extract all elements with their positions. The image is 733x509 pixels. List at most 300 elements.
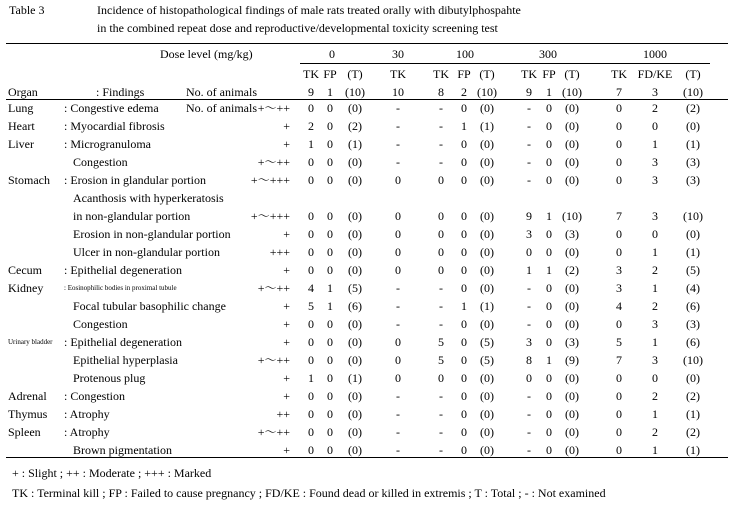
- data-cell: -: [396, 101, 400, 115]
- data-cell: 0: [616, 137, 622, 151]
- animal-count: (10): [683, 85, 703, 99]
- data-cell: 0: [438, 263, 444, 277]
- data-cell: -: [527, 155, 531, 169]
- data-cell: (0): [565, 389, 579, 403]
- data-cell: (0): [348, 263, 362, 277]
- data-cell: 3: [616, 281, 622, 295]
- column-subheader: (T): [347, 67, 363, 81]
- organ-name: Lung: [8, 101, 34, 115]
- severity-grade: +〜++: [257, 425, 290, 439]
- data-cell: (0): [565, 119, 579, 133]
- data-cell: 0: [327, 389, 333, 403]
- finding-label: Erosion in non-glandular portion: [73, 227, 231, 241]
- data-cell: 3: [652, 209, 658, 223]
- data-cell: (0): [565, 317, 579, 331]
- severity-grade: +〜++: [257, 281, 290, 295]
- data-cell: -: [527, 137, 531, 151]
- data-cell: 0: [526, 371, 532, 385]
- data-cell: 0: [308, 353, 314, 367]
- severity-grade: +++: [269, 245, 290, 259]
- data-cell: 0: [308, 263, 314, 277]
- data-cell: 1: [461, 299, 467, 313]
- data-cell: -: [396, 137, 400, 151]
- data-cell: (5): [480, 335, 494, 349]
- data-cell: (0): [565, 299, 579, 313]
- no-animals-label: No. of animals: [186, 85, 257, 99]
- data-cell: 0: [327, 263, 333, 277]
- data-cell: (0): [348, 173, 362, 187]
- organ-header: Organ: [8, 85, 38, 99]
- data-cell: 1: [546, 353, 552, 367]
- severity-grade: +: [283, 227, 290, 241]
- data-cell: 0: [546, 173, 552, 187]
- finding-label: : Erosion in glandular portion: [64, 173, 206, 187]
- data-cell: (2): [686, 101, 700, 115]
- data-cell: (0): [348, 389, 362, 403]
- data-cell: 1: [327, 299, 333, 313]
- data-cell: (1): [686, 407, 700, 421]
- data-cell: (0): [565, 155, 579, 169]
- data-cell: (0): [565, 371, 579, 385]
- data-cell: 2: [652, 263, 658, 277]
- data-cell: 0: [327, 317, 333, 331]
- organ-name: Adrenal: [8, 389, 47, 403]
- data-cell: 0: [327, 137, 333, 151]
- severity-grade: +: [283, 263, 290, 277]
- dose-value: 1000: [643, 47, 667, 61]
- data-cell: -: [439, 155, 443, 169]
- data-cell: (10): [562, 209, 582, 223]
- data-cell: 0: [308, 407, 314, 421]
- data-cell: 0: [616, 155, 622, 169]
- animal-count: 3: [652, 85, 658, 99]
- data-cell: 0: [327, 101, 333, 115]
- data-cell: (0): [565, 281, 579, 295]
- data-cell: -: [439, 119, 443, 133]
- data-cell: -: [439, 299, 443, 313]
- data-cell: 0: [308, 245, 314, 259]
- data-cell: (5): [348, 281, 362, 295]
- data-cell: 4: [308, 281, 314, 295]
- data-cell: 0: [327, 155, 333, 169]
- data-cell: 5: [308, 299, 314, 313]
- dose-value: 300: [539, 47, 557, 61]
- column-subheader: FP: [542, 67, 556, 81]
- data-cell: 0: [616, 317, 622, 331]
- data-cell: 4: [616, 299, 622, 313]
- data-cell: -: [396, 155, 400, 169]
- data-cell: 0: [546, 155, 552, 169]
- data-cell: -: [439, 101, 443, 115]
- finding-label: Congestion: [73, 317, 128, 331]
- finding-label: Ulcer in non-glandular portion: [73, 245, 220, 259]
- data-cell: (0): [686, 227, 700, 241]
- data-cell: -: [439, 137, 443, 151]
- data-cell: 0: [461, 389, 467, 403]
- table-title-line-1: Incidence of histopathological findings of male rats treated orally with dibutylphospahte: [97, 3, 521, 17]
- data-cell: 0: [327, 407, 333, 421]
- data-cell: (0): [348, 335, 362, 349]
- animal-count: (10): [562, 85, 582, 99]
- data-cell: 0: [395, 263, 401, 277]
- data-cell: 0: [461, 209, 467, 223]
- column-subheader: (T): [564, 67, 580, 81]
- data-cell: 0: [546, 119, 552, 133]
- severity-grade: +: [283, 317, 290, 331]
- data-cell: 0: [461, 317, 467, 331]
- data-cell: 1: [308, 371, 314, 385]
- data-cell: 0: [546, 281, 552, 295]
- data-cell: 0: [461, 407, 467, 421]
- table-title-line-2: in the combined repeat dose and reproductive/developmental toxicity screening test: [97, 21, 498, 35]
- data-cell: (0): [348, 227, 362, 241]
- data-cell: 0: [546, 407, 552, 421]
- data-cell: (3): [565, 227, 579, 241]
- data-cell: (2): [686, 425, 700, 439]
- data-cell: 0: [461, 371, 467, 385]
- data-cell: 0: [546, 317, 552, 331]
- data-cell: 3: [526, 335, 532, 349]
- finding-label: : Epithelial degeneration: [64, 263, 182, 277]
- animal-count: 2: [461, 85, 467, 99]
- organ-name: Stomach: [8, 173, 50, 187]
- data-cell: (0): [480, 281, 494, 295]
- data-cell: -: [439, 407, 443, 421]
- data-cell: 3: [652, 317, 658, 331]
- data-cell: -: [527, 317, 531, 331]
- data-cell: 0: [546, 227, 552, 241]
- findings-header: : Findings: [96, 85, 145, 99]
- animal-count: 1: [546, 85, 552, 99]
- data-cell: (0): [348, 353, 362, 367]
- organ-name: Liver: [8, 137, 34, 151]
- animal-count: 9: [308, 85, 314, 99]
- data-cell: 1: [546, 209, 552, 223]
- header-rule: [6, 99, 728, 100]
- data-cell: 1: [461, 119, 467, 133]
- data-cell: 9: [526, 209, 532, 223]
- severity-grade: +: [283, 335, 290, 349]
- data-cell: (0): [686, 371, 700, 385]
- data-cell: 0: [461, 353, 467, 367]
- animal-count: 1: [327, 85, 333, 99]
- data-cell: (0): [480, 317, 494, 331]
- data-cell: 0: [546, 299, 552, 313]
- data-cell: 0: [308, 155, 314, 169]
- data-cell: 0: [546, 389, 552, 403]
- severity-grade: +: [283, 137, 290, 151]
- data-cell: (0): [480, 425, 494, 439]
- data-cell: 0: [526, 245, 532, 259]
- data-cell: 1: [308, 137, 314, 151]
- data-cell: (0): [565, 101, 579, 115]
- data-cell: 0: [461, 173, 467, 187]
- column-subheader: FD/KE: [637, 67, 673, 81]
- severity-grade: ++: [276, 407, 290, 421]
- data-cell: 2: [652, 299, 658, 313]
- data-cell: (0): [565, 173, 579, 187]
- data-cell: 2: [652, 425, 658, 439]
- dose-level-label: Dose level (mg/kg): [160, 47, 253, 61]
- data-cell: (1): [480, 299, 494, 313]
- data-cell: (1): [348, 371, 362, 385]
- data-cell: (10): [683, 209, 703, 223]
- data-cell: 0: [308, 209, 314, 223]
- data-cell: -: [396, 407, 400, 421]
- severity-grade: +: [283, 371, 290, 385]
- data-cell: (4): [686, 281, 700, 295]
- data-cell: 0: [652, 227, 658, 241]
- data-cell: -: [396, 443, 400, 457]
- data-cell: (0): [480, 443, 494, 457]
- data-cell: 0: [327, 227, 333, 241]
- data-cell: 0: [395, 371, 401, 385]
- data-cell: 0: [438, 245, 444, 259]
- data-cell: -: [527, 101, 531, 115]
- data-cell: (3): [686, 317, 700, 331]
- data-cell: 0: [308, 335, 314, 349]
- data-cell: 0: [461, 101, 467, 115]
- data-cell: (0): [480, 407, 494, 421]
- data-cell: -: [396, 299, 400, 313]
- severity-grade: +〜+++: [250, 209, 290, 223]
- finding-label: Protenous plug: [73, 371, 146, 385]
- severity-grade: +〜++: [257, 155, 290, 169]
- finding-label: : Myocardial fibrosis: [64, 119, 165, 133]
- data-cell: 0: [461, 155, 467, 169]
- data-cell: 1: [546, 263, 552, 277]
- animal-count: 9: [526, 85, 532, 99]
- data-cell: -: [439, 281, 443, 295]
- data-cell: (0): [565, 425, 579, 439]
- organ-name: Spleen: [8, 425, 41, 439]
- data-cell: (0): [480, 137, 494, 151]
- data-cell: -: [396, 119, 400, 133]
- data-cell: (1): [480, 119, 494, 133]
- column-subheader: TK: [390, 67, 406, 81]
- data-cell: (0): [348, 245, 362, 259]
- data-cell: 3: [652, 353, 658, 367]
- data-cell: (0): [686, 119, 700, 133]
- data-cell: (0): [348, 425, 362, 439]
- organ-name: Kidney: [8, 281, 44, 295]
- organ-name: Cecum: [8, 263, 42, 277]
- data-cell: 2: [652, 389, 658, 403]
- severity-grade: +〜++: [257, 101, 290, 115]
- column-subheader: TK: [611, 67, 627, 81]
- finding-label: : Atrophy: [64, 407, 110, 421]
- data-cell: 0: [308, 173, 314, 187]
- data-cell: 0: [546, 335, 552, 349]
- data-cell: (0): [480, 173, 494, 187]
- data-cell: 0: [616, 371, 622, 385]
- data-cell: 1: [327, 281, 333, 295]
- data-cell: 1: [526, 263, 532, 277]
- data-cell: 2: [308, 119, 314, 133]
- data-cell: 1: [652, 443, 658, 457]
- data-cell: -: [396, 425, 400, 439]
- severity-grade: +: [283, 389, 290, 403]
- data-cell: -: [527, 425, 531, 439]
- data-cell: 0: [438, 371, 444, 385]
- data-cell: 1: [652, 245, 658, 259]
- data-cell: 7: [616, 353, 622, 367]
- finding-label: Epithelial hyperplasia: [73, 353, 178, 367]
- data-cell: 0: [616, 389, 622, 403]
- data-cell: 0: [308, 101, 314, 115]
- data-cell: 0: [461, 137, 467, 151]
- finding-label: : Congestive edema: [64, 101, 159, 115]
- finding-label: Brown pigmentation: [73, 443, 172, 457]
- data-cell: 0: [327, 173, 333, 187]
- data-cell: 0: [327, 245, 333, 259]
- column-subheader: TK: [433, 67, 449, 81]
- data-cell: (0): [480, 227, 494, 241]
- data-cell: (1): [348, 137, 362, 151]
- data-cell: -: [396, 281, 400, 295]
- data-cell: 0: [616, 443, 622, 457]
- data-cell: 0: [546, 371, 552, 385]
- data-cell: (0): [348, 443, 362, 457]
- data-cell: (9): [565, 353, 579, 367]
- organ-name: Thymus: [8, 407, 48, 421]
- column-subheader: FP: [323, 67, 337, 81]
- column-subheader: (T): [479, 67, 495, 81]
- data-cell: 0: [308, 317, 314, 331]
- data-cell: (0): [348, 155, 362, 169]
- data-cell: -: [439, 425, 443, 439]
- severity-grade: +〜++: [257, 353, 290, 367]
- data-cell: -: [527, 119, 531, 133]
- data-cell: (0): [565, 137, 579, 151]
- data-cell: 0: [308, 227, 314, 241]
- column-subheader: (T): [685, 67, 701, 81]
- data-cell: 5: [438, 335, 444, 349]
- data-cell: 5: [616, 335, 622, 349]
- data-cell: (5): [686, 263, 700, 277]
- data-cell: -: [396, 317, 400, 331]
- animal-count: (10): [345, 85, 365, 99]
- data-cell: 0: [616, 173, 622, 187]
- no-animals-inline: No. of animals: [186, 101, 257, 115]
- data-cell: (0): [348, 407, 362, 421]
- data-cell: 1: [652, 407, 658, 421]
- data-cell: -: [439, 317, 443, 331]
- data-cell: 0: [652, 119, 658, 133]
- data-cell: 5: [438, 353, 444, 367]
- data-cell: -: [527, 389, 531, 403]
- animal-count: (10): [477, 85, 497, 99]
- finding-label: : Microgranuloma: [64, 137, 151, 151]
- data-cell: (0): [480, 245, 494, 259]
- data-cell: 3: [616, 263, 622, 277]
- data-cell: 0: [461, 443, 467, 457]
- finding-label: : Congestion: [64, 389, 126, 403]
- data-cell: 0: [546, 425, 552, 439]
- data-cell: 3: [526, 227, 532, 241]
- data-cell: -: [439, 443, 443, 457]
- data-cell: 0: [395, 353, 401, 367]
- data-cell: 0: [461, 425, 467, 439]
- data-cell: (2): [348, 119, 362, 133]
- data-cell: 0: [546, 245, 552, 259]
- top-rule: [6, 43, 728, 44]
- finding-label: in non-glandular portion: [73, 209, 191, 223]
- column-subheader: FP: [457, 67, 471, 81]
- animal-count: 10: [392, 85, 404, 99]
- data-cell: (0): [480, 389, 494, 403]
- data-cell: 0: [308, 443, 314, 457]
- data-cell: 0: [616, 245, 622, 259]
- data-cell: 0: [327, 335, 333, 349]
- data-cell: 0: [652, 371, 658, 385]
- data-cell: 0: [308, 425, 314, 439]
- data-cell: (2): [686, 389, 700, 403]
- data-cell: (3): [686, 173, 700, 187]
- data-cell: (3): [565, 335, 579, 349]
- data-cell: 0: [308, 389, 314, 403]
- data-cell: (0): [565, 245, 579, 259]
- data-cell: 0: [327, 209, 333, 223]
- severity-grade: +〜+++: [250, 173, 290, 187]
- data-cell: (0): [565, 407, 579, 421]
- footnote-grades: + : Slight ; ++ : Moderate ; +++ : Marked: [12, 466, 212, 480]
- data-cell: 0: [546, 101, 552, 115]
- data-cell: 0: [438, 209, 444, 223]
- data-cell: -: [527, 443, 531, 457]
- data-cell: 3: [652, 155, 658, 169]
- data-cell: 0: [616, 425, 622, 439]
- dose-rule: [300, 63, 710, 64]
- data-cell: (0): [565, 443, 579, 457]
- data-cell: 0: [616, 407, 622, 421]
- dose-value: 30: [392, 47, 404, 61]
- data-cell: -: [527, 407, 531, 421]
- data-cell: (1): [686, 443, 700, 457]
- data-cell: 0: [461, 245, 467, 259]
- finding-label: : Eosinophilic bodies in proximal tubule: [64, 284, 177, 292]
- severity-grade: +: [283, 299, 290, 313]
- data-cell: (10): [683, 353, 703, 367]
- data-cell: 0: [438, 173, 444, 187]
- data-cell: -: [527, 281, 531, 295]
- data-cell: 0: [461, 281, 467, 295]
- data-cell: 2: [652, 101, 658, 115]
- table-label: Table 3: [9, 3, 45, 17]
- data-cell: (0): [348, 101, 362, 115]
- data-cell: (3): [686, 155, 700, 169]
- data-cell: 0: [461, 335, 467, 349]
- data-cell: 0: [616, 119, 622, 133]
- data-cell: (0): [480, 371, 494, 385]
- data-cell: (2): [565, 263, 579, 277]
- data-cell: 0: [327, 425, 333, 439]
- data-cell: 0: [461, 227, 467, 241]
- organ-name: Urinary bladder: [8, 338, 53, 346]
- animal-count: 7: [616, 85, 622, 99]
- data-cell: (0): [348, 209, 362, 223]
- data-cell: (1): [686, 137, 700, 151]
- data-cell: 1: [652, 335, 658, 349]
- data-cell: (0): [480, 263, 494, 277]
- data-cell: (0): [480, 101, 494, 115]
- data-cell: (6): [686, 335, 700, 349]
- data-cell: 7: [616, 209, 622, 223]
- data-cell: 0: [395, 227, 401, 241]
- data-cell: 0: [395, 209, 401, 223]
- column-subheader: TK: [303, 67, 319, 81]
- footnote-abbreviations: TK : Terminal kill ; FP : Failed to cause pregnancy ; FD/KE : Found dead or killed in extremis ; T : Total ; - : Not examined: [12, 486, 606, 500]
